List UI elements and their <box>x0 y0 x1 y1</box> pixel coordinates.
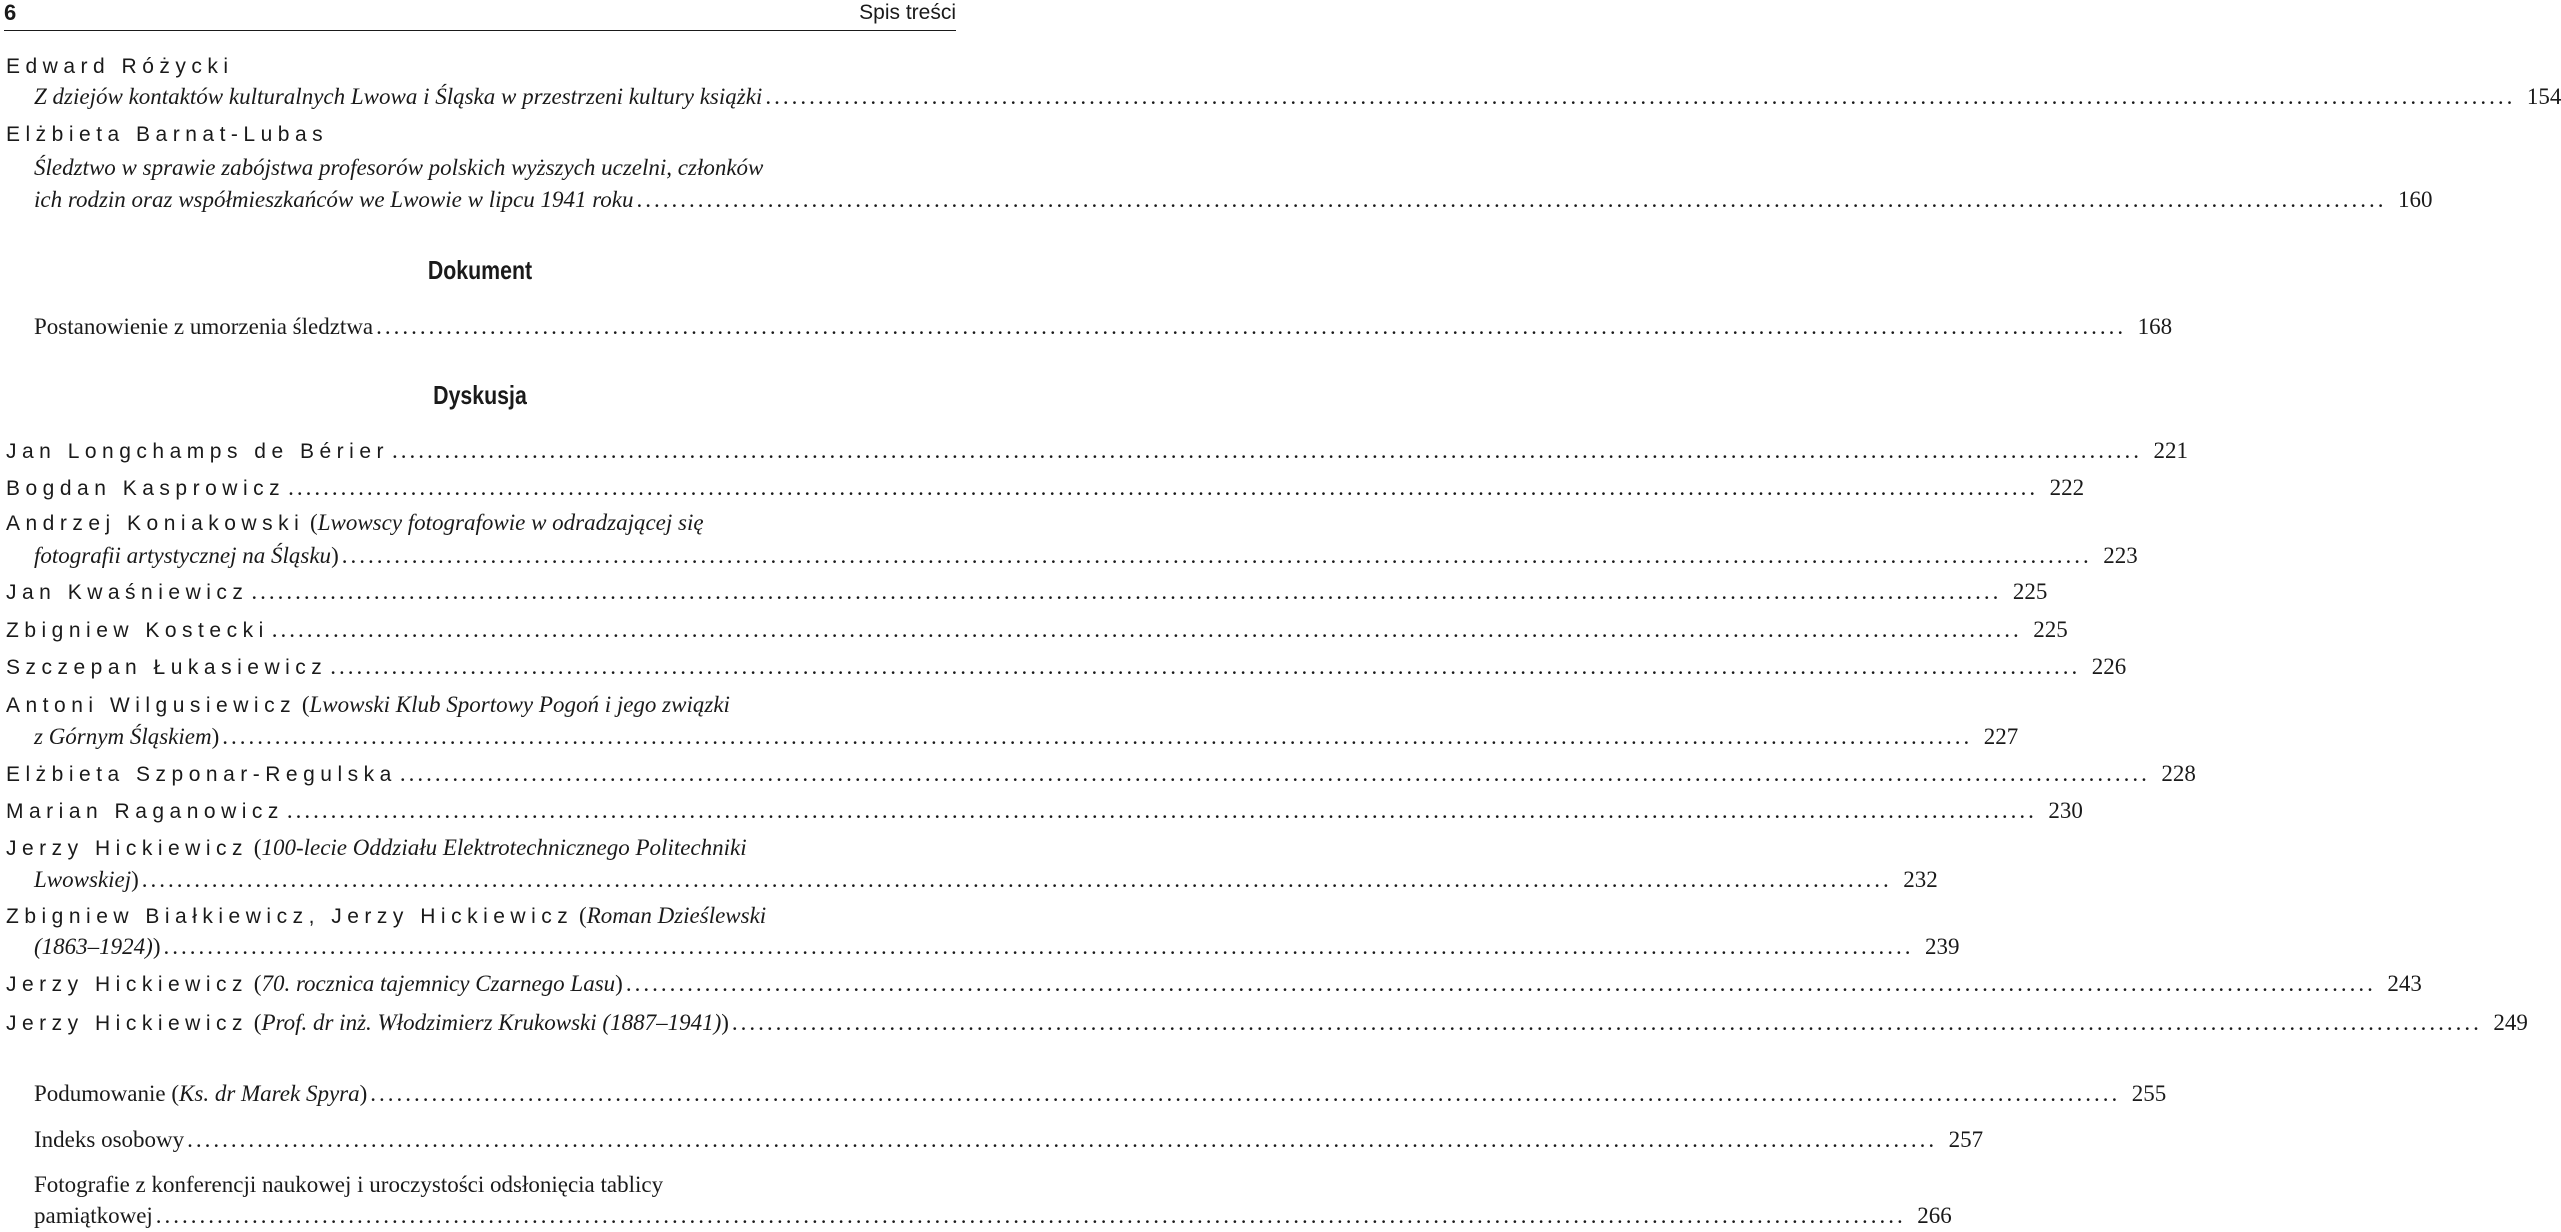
page-ref: 243 <box>2387 971 2422 996</box>
running-head: Spis treści <box>859 1 956 24</box>
entry-title: 70. rocznica tajemnicy Czarnego Lasu <box>261 971 616 996</box>
section-heading-dyskusja: Dyskusja <box>433 380 527 410</box>
author-name: Antoni Wilgusiewicz <box>6 694 297 717</box>
page-ref: 154 <box>2526 84 2561 109</box>
author-name: Jerzy Hickiewicz <box>6 1012 249 1035</box>
toc-entry <box>6 473 2085 503</box>
entry-title: fotografii artystycznej na Śląsku <box>34 543 332 568</box>
leader-dots: ........................................................................................................................................................................................................ <box>288 475 2039 500</box>
toc-entry <box>34 1125 1984 1155</box>
page-ref: 225 <box>2033 617 2068 642</box>
author-name: Marian Raganowicz <box>6 800 284 823</box>
toc-entry-line: Antoni Wilgusiewicz (Lwowski Klub Sportowy Pogoń i jego związki <box>6 692 730 717</box>
leader-dots: ........................................................................................................................................................................................................ <box>392 438 2142 463</box>
toc-entry-line: Andrzej Koniakowski (Lwowscy fotografowie w odradzającej się <box>6 510 704 535</box>
page-ref: 232 <box>1903 867 1938 892</box>
entry-title: Lwowski Klub Sportowy Pogoń i jego związki <box>309 692 730 717</box>
author-name: Zbigniew Kostecki <box>6 619 269 642</box>
leader-dots: ........................................................................................................................................................................................................ <box>155 1203 1906 1228</box>
toc-entry <box>6 436 2188 466</box>
entry-title: Z dziejów kontaktów kulturalnych Lwowa i Śląska w przestrzeni kultury książki <box>34 84 763 109</box>
leader-dots: ........................................................................................................................................................................................................ <box>222 724 1973 749</box>
page-number: 6 <box>4 0 17 25</box>
page-ref: 230 <box>2048 798 2083 823</box>
entry-title: Lwowscy fotografowie w odradzającej się <box>317 510 704 535</box>
entry-title: Indeks osobowy <box>34 1127 185 1152</box>
entry-title: Postanowienie z umorzenia śledztwa <box>34 314 374 339</box>
toc-entry <box>6 652 2127 682</box>
toc-entry <box>34 1201 1952 1231</box>
toc-entry: fotografii artystycznej na Śląsku) ........................................................................................................................................................................................................ 223 <box>34 541 954 571</box>
toc-entry <box>6 577 2048 607</box>
author-name: Jan Longchamps de Bérier <box>6 440 389 463</box>
leader-dots: ........................................................................................................................................................................................................ <box>187 1127 1938 1152</box>
entry-title: (1863–1924) <box>34 934 153 959</box>
entry-title: ich rodzin oraz współmieszkańców we Lwowie w lipcu 1941 roku <box>34 187 634 212</box>
author-name: Andrzej Koniakowski <box>6 512 305 535</box>
page-header <box>4 0 956 31</box>
page-ref: 266 <box>1917 1203 1952 1228</box>
page-ref: 239 <box>1925 934 1960 959</box>
toc-entry-line <box>34 1170 954 1200</box>
author-name: Jerzy Hickiewicz <box>6 973 249 996</box>
page-ref: 168 <box>2137 314 2173 339</box>
toc-entry <box>6 759 2196 789</box>
toc-entry-line: Jerzy Hickiewicz (100-lecie Oddziału Elektrotechnicznego Politechniki <box>6 835 747 860</box>
author-name: Bogdan Kasprowicz <box>6 477 286 500</box>
leader-dots: ........................................................................................................................................................................................................ <box>636 187 2387 212</box>
leader-dots: ........................................................................................................................................................................................................ <box>286 798 2037 823</box>
entry-title: Lwowskiej <box>34 867 132 892</box>
entry-title: Śledztwo w sprawie zabójstwa profesorów polskich wyższych uczelni, członków <box>34 155 764 180</box>
toc-entry: (1863–1924)) ........................................................................................................................................................................................................ 239 <box>34 932 954 962</box>
leader-dots: ........................................................................................................................................................................................................ <box>330 654 2081 679</box>
entry-title: Podumowanie <box>34 1081 166 1106</box>
entry-title: 100-lecie Oddziału Elektrotechnicznego Politechniki <box>261 835 747 860</box>
author-name: Elżbieta Barnat-Lubas <box>6 123 329 146</box>
entry-note: Ks. dr Marek Spyra <box>179 1081 360 1106</box>
toc-entry-line <box>34 153 954 183</box>
toc-entry-author <box>6 120 954 150</box>
page-ref: 221 <box>2153 438 2188 463</box>
entry-title: z Górnym Śląskiem <box>34 724 212 749</box>
toc-entry: z Górnym Śląskiem) ........................................................................................................................................................................................................ 227 <box>34 722 954 752</box>
entry-title: pamiątkowej <box>34 1203 153 1228</box>
page-ref: 222 <box>2049 475 2085 500</box>
entry-title: Fotografie z konferencji naukowej i uroczystości odsłonięcia tablicy <box>34 1172 664 1197</box>
leader-dots: ........................................................................................................................................................................................................ <box>399 761 2150 786</box>
author-name: Zbigniew Białkiewicz, Jerzy Hickiewicz <box>6 905 574 928</box>
author-name: Elżbieta Szponar-Regulska <box>6 763 397 786</box>
page-ref: 228 <box>2161 761 2196 786</box>
page-ref: 257 <box>1948 1127 1984 1152</box>
toc-entry: Jerzy Hickiewicz (70. rocznica tajemnicy Czarnego Lasu) ........................................................................................................................................................................................................ 243 <box>6 969 954 999</box>
toc-entry-line: Zbigniew Białkiewicz, Jerzy Hickiewicz (Roman Dzieślewski <box>6 903 767 928</box>
author-name: Jan Kwaśniewicz <box>6 581 249 604</box>
page-ref: 225 <box>2012 579 2048 604</box>
leader-dots: ........................................................................................................................................................................................................ <box>731 1010 2482 1035</box>
author-name: Jerzy Hickiewicz <box>6 837 249 860</box>
toc-entry <box>34 312 2173 342</box>
toc-entry: Jerzy Hickiewicz (Prof. dr inż. Włodzimierz Krukowski (1887–1941)) ........................................................................................................................................................................................................ 249 <box>6 1008 954 1038</box>
page-ref: 226 <box>2091 654 2127 679</box>
leader-dots: ........................................................................................................................................................................................................ <box>370 1081 2121 1106</box>
leader-dots: ........................................................................................................................................................................................................ <box>376 314 2127 339</box>
section-heading-dokument: Dokument <box>427 255 533 285</box>
toc-entry: Podumowanie (Ks. dr Marek Spyra) ........................................................................................................................................................................................................ 255 <box>34 1079 954 1109</box>
toc-entry-author <box>6 52 954 82</box>
leader-dots: ........................................................................................................................................................................................................ <box>625 971 2376 996</box>
author-name: Edward Różycki <box>6 55 234 78</box>
page-ref: 227 <box>1983 724 2019 749</box>
page-ref: 223 <box>2103 543 2138 568</box>
entry-title: Prof. dr inż. Włodzimierz Krukowski (1887–1941) <box>261 1010 722 1035</box>
toc-entry <box>6 796 2083 826</box>
leader-dots: ........................................................................................................................................................................................................ <box>765 84 2516 109</box>
toc-entry <box>6 615 2068 645</box>
leader-dots: ........................................................................................................................................................................................................ <box>141 867 1892 892</box>
toc-entry <box>34 82 2561 112</box>
page-ref: 249 <box>2493 1010 2528 1035</box>
toc-entry <box>34 185 2433 215</box>
leader-dots: ........................................................................................................................................................................................................ <box>271 617 2022 642</box>
page-ref: 255 <box>2131 1081 2167 1106</box>
entry-title: Roman Dzieślewski <box>586 903 767 928</box>
leader-dots: ........................................................................................................................................................................................................ <box>163 934 1914 959</box>
leader-dots: ........................................................................................................................................................................................................ <box>341 543 2092 568</box>
toc-entry: Lwowskiej) ........................................................................................................................................................................................................ 232 <box>34 865 954 895</box>
leader-dots: ........................................................................................................................................................................................................ <box>251 579 2002 604</box>
author-name: Szczepan Łukasiewicz <box>6 656 328 679</box>
page-ref: 160 <box>2398 187 2433 212</box>
